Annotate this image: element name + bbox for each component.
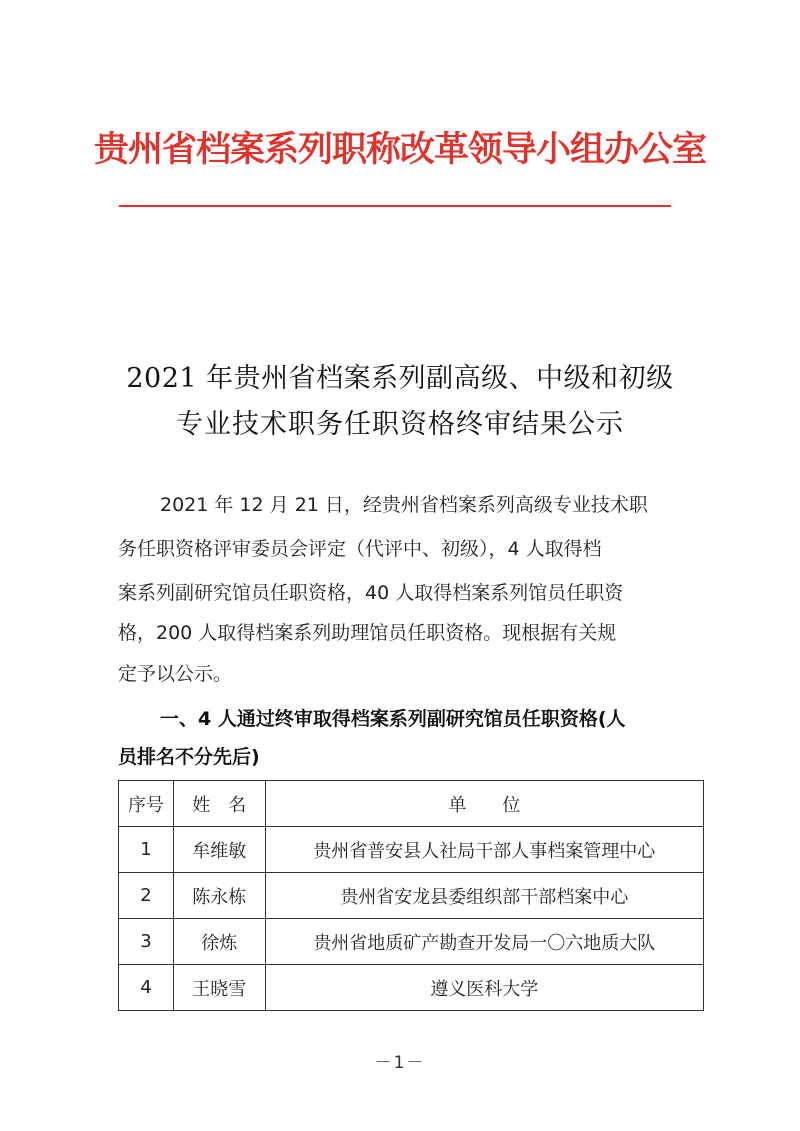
row-number-cell: 3: [119, 919, 174, 965]
body-paragraph-line: 格，200 人取得档案系列助理馆员任职资格。现根据有关规: [118, 622, 617, 644]
table-row: [119, 965, 704, 1011]
document-title-line-1: 2021 年贵州省档案系列副高级、中级和初级: [126, 363, 674, 394]
table-row: [119, 919, 704, 965]
row-unit-cell: 贵州省普安县人社局干部人事档案管理中心: [265, 827, 703, 873]
column-header-unit: 单 位: [265, 781, 703, 827]
row-number-cell: 2: [119, 873, 174, 919]
row-name-cell: 徐炼: [173, 919, 265, 965]
column-header-number: 序号: [119, 781, 174, 827]
document-title-line-2: 专业技术职务任职资格终审结果公示: [176, 409, 624, 440]
column-header-name: 姓 名: [173, 781, 265, 827]
row-number-cell: 4: [119, 965, 174, 1011]
issuing-agency-header: 贵州省档案系列职称改革领导小组办公室: [93, 130, 706, 170]
body-paragraph-line: 2021 年 12 月 21 日，经贵州省档案系列高级专业技术职: [160, 494, 648, 516]
row-unit-cell: 遵义医科大学: [265, 965, 703, 1011]
section-heading-line-1: 一、4 人通过终审取得档案系列副研究馆员任职资格(人: [160, 708, 626, 730]
row-unit-cell: 贵州省地质矿产勘查开发局一〇六地质大队: [265, 919, 703, 965]
table-row: [119, 873, 704, 919]
page-number: －1－: [374, 1053, 426, 1073]
section-heading-line-2: 员排名不分先后): [118, 746, 260, 768]
body-paragraph-line: 务任职资格评审委员会评定（代评中、初级），4 人取得档: [118, 538, 602, 560]
body-paragraph-line: 案系列副研究馆员任职资格，40 人取得档案系列馆员任职资: [118, 582, 624, 604]
body-paragraph-line: 定予以公示。: [118, 663, 233, 685]
row-number-cell: 1: [119, 827, 174, 873]
row-unit-cell: 贵州省安龙县委组织部干部档案中心: [265, 873, 703, 919]
header-red-rule: [119, 205, 671, 207]
row-name-cell: 牟维敏: [173, 827, 265, 873]
qualification-result-table: [118, 780, 704, 1011]
row-name-cell: 王晓雪: [173, 965, 265, 1011]
table-header-row: [119, 781, 704, 827]
table-row: [119, 827, 704, 873]
row-name-cell: 陈永栋: [173, 873, 265, 919]
